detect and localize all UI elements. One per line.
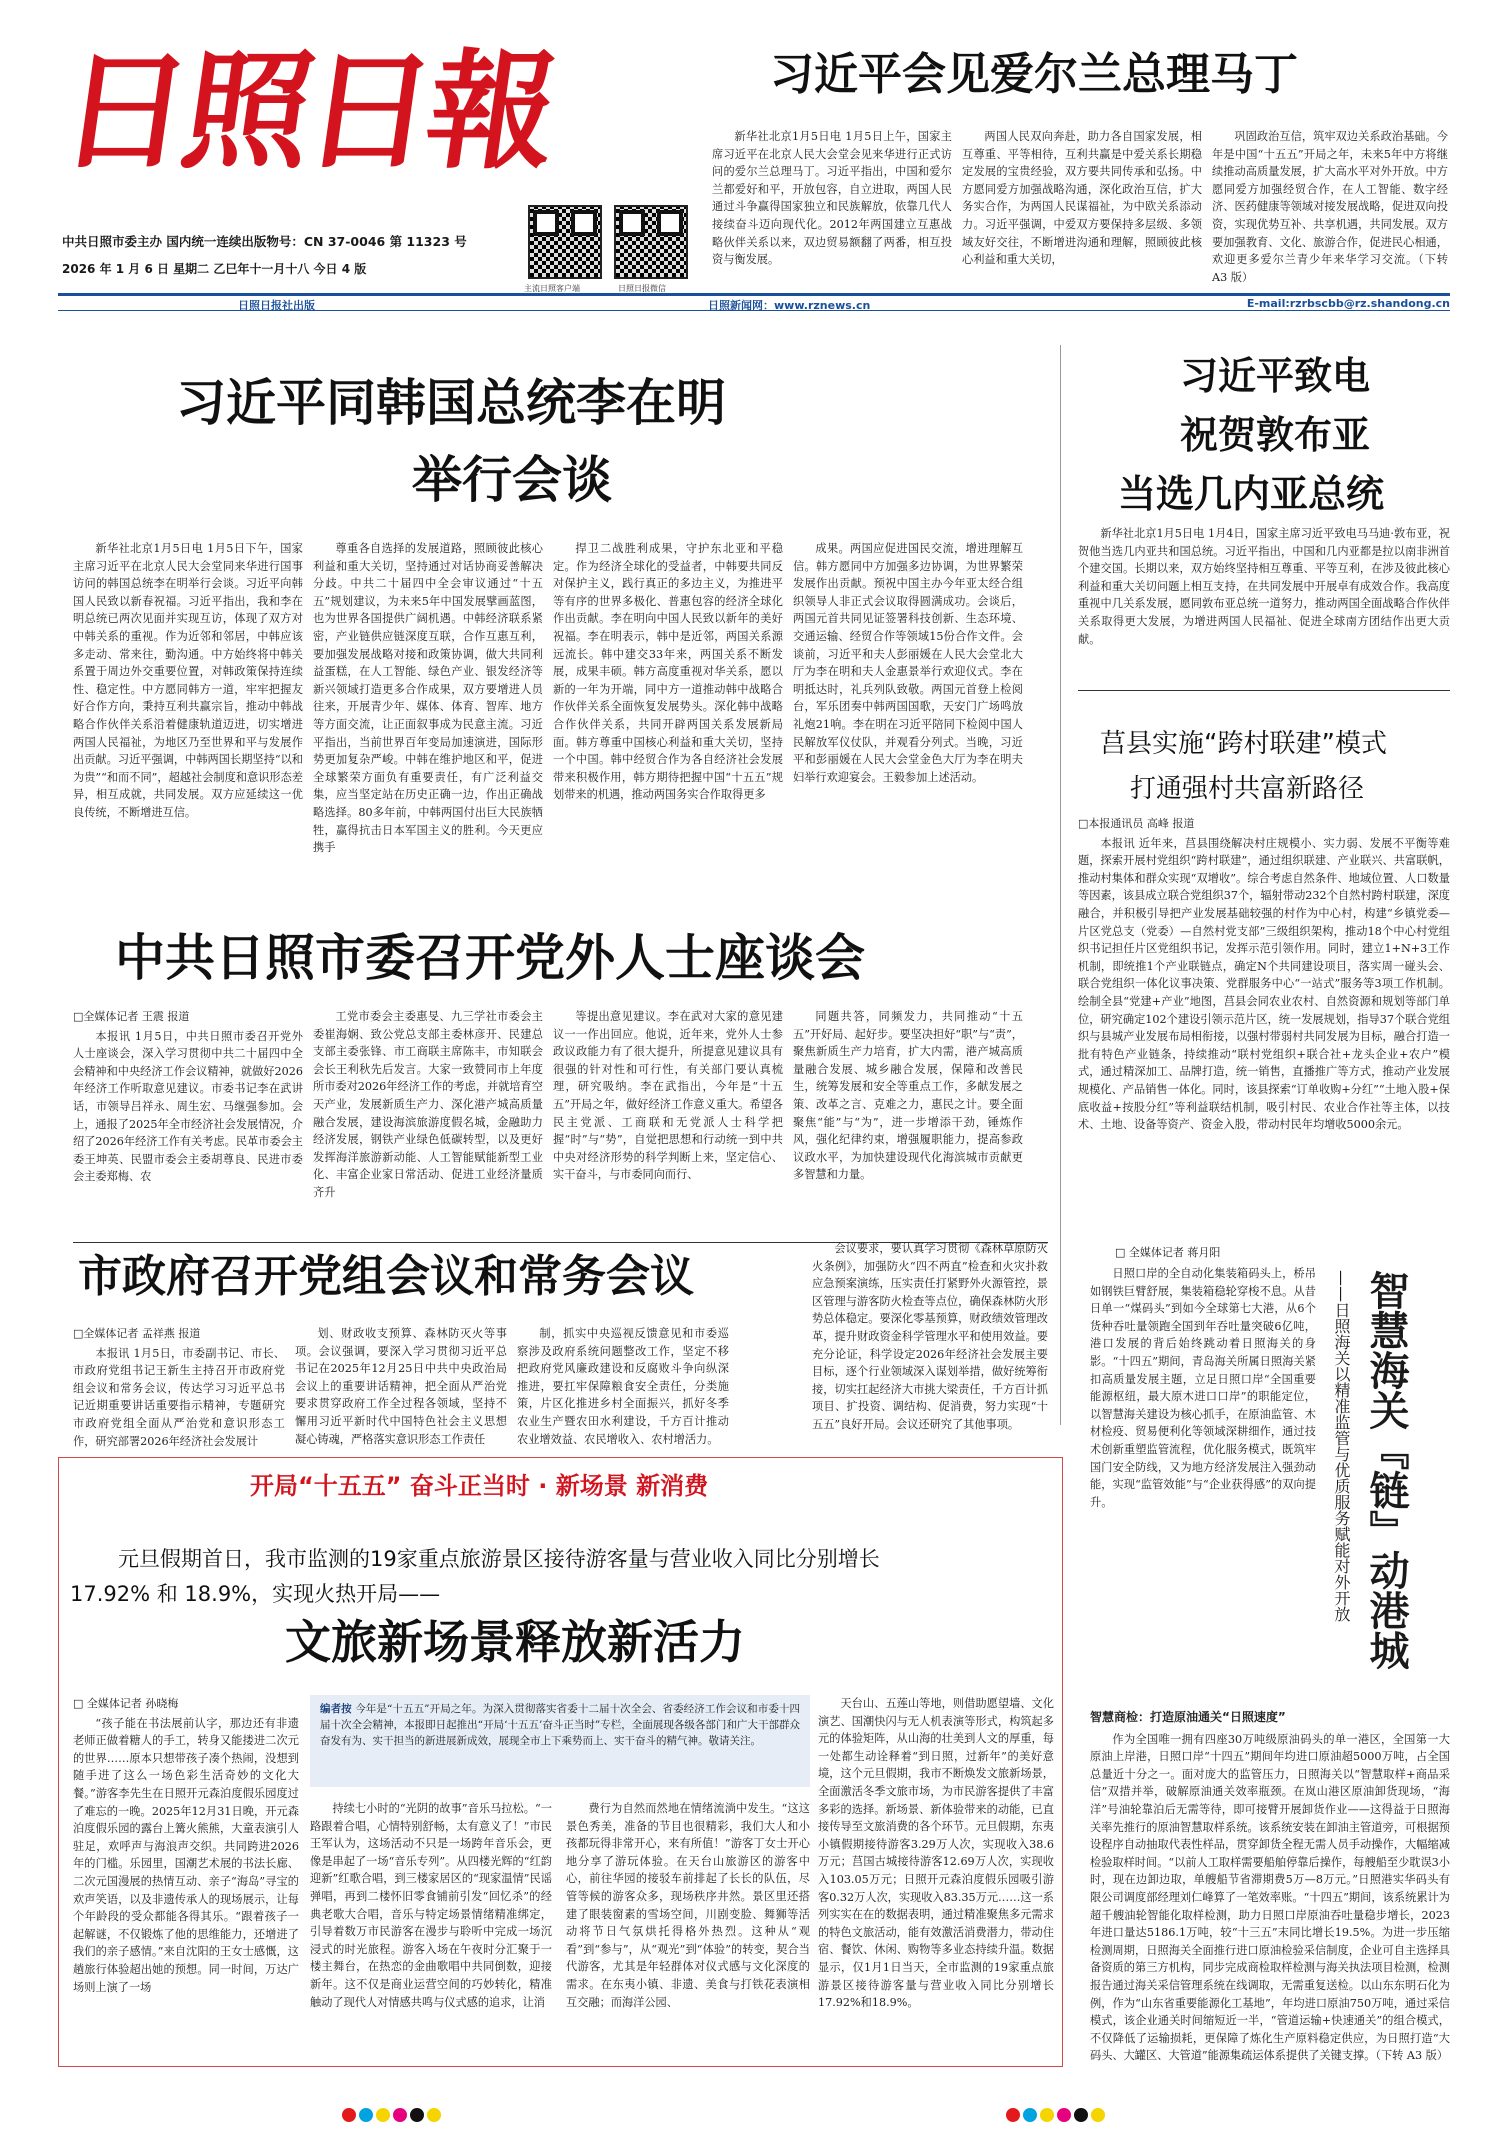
art2-col1: 新华社北京1月5日电 1月5日下午，国家主席习近平在北京人民大会堂同来华进行国事访问的韩国总统李在明举行会谈。习近平向韩国人民致以新春祝福。习近平指出，我和李在明总统已两次见面并实现互访，体现了双方对中韩关系的重视。作为近邻和邻居，中韩应该多走动、常来往，勤沟通。中方始终将中韩关系置于周边外交重要位置，对韩政策保持连续性、稳定性。中方愿同韩方一道，牢牢把握友好合作方向，秉持互利共赢宗旨，推动中韩战略合作伙伴关系沿着健康轨道迈进，切实增进两国人民福祉，为地区乃至世界和平与发展作出贡献。习近平强调，中韩两国长期坚持“以和为贵”“和而不同”，超越社会制度和意识形态差异，相互成就，共同发展。双方应延续这一优良传统，不断增进互信。: [73, 542, 303, 819]
reg-dot: [1023, 2108, 1037, 2122]
headline-art6: 市政府召开党组会议和常务会议: [78, 1251, 694, 1302]
reg-dot: [393, 2108, 407, 2122]
art6-col4: 会议要求，要认真学习贯彻《森林草原防灭火条例》，加强防火“四不两直”检查和火灾扑救应急预案演练，压实责任打紧野外火源管控，景区管理与游客防火检查等点位，确保森林防火形势总体稳定。要深化零基预算，财政绩效管理改革，提升财政资金科学管理水平和使用效益。要充分论证，科学设定2026年经济社会发展主要目标，逐个行业领域深入谋划举措，做好统筹衔接，切实扛起经济大市挑大梁责任，千方百计抓项目、扩投资、调结构、促消费，努力实现“十五五”良好开局。会议还研究了其他事项。: [812, 1242, 1048, 1431]
art6-col2: 划、财政收支预算、森林防灭火等事项。会议强调，要深入学习贯彻习近平总书记在2025年12月25日中共中央政治局会议上的重要讲话精神，把全面从严治党要求贯穿政府工作全过程各领域，坚持不懈用习近平新时代中国特色社会主义思想凝心铸魂，严格落实意识形态工作责任: [295, 1327, 507, 1446]
art1-col2: 两国人民双向奔赴，助力各自国家发展，相互尊重、平等相待，互利共赢是中爱关系长期稳定发展的宝贵经验，双方要共同传承和弘扬。中方愿同爱方加强战略沟通，深化政治互信，扩大务实合作，为两国人民谋福祉，为中欧关系添动力。习近平强调，中爱双方要保持多层级、多领域友好交往，不断增进沟通和理解，照顾彼此核心利益和重大关切，: [962, 130, 1202, 267]
publisher-label: 日照日报社出版: [238, 299, 315, 312]
column-divider: [1060, 345, 1061, 1425]
headline-art5: 中共日照市委召开党外人士座谈会: [115, 929, 865, 987]
headline-art2-line2: 举行会谈: [412, 451, 612, 509]
headline-art3-line1: 习近平致电: [1180, 354, 1371, 398]
reg-dot: [342, 2108, 356, 2122]
feature-deck-line2: 17.92% 和 18.9%，实现火热开局——: [70, 1582, 441, 1606]
art7-col1: 日照口岸的全自动化集装箱码头上，桥吊如钢铁巨臂舒展，集装箱稳轮穿梭不息。从昔日单一“煤码头”到如今全球第七大港，从6个货种吞吐量领跑全国到年吞吐量突破6亿吨，港口发展的背后始终跳动着日照海关的身影。“十四五”期间，青岛海关所属日照海关紧扣高质量发展主题，立足日照口岸“全国重要能源枢纽，最大原木进口口岸”的职能定位，以智慧海关建设为核心抓手，在原油监管、木材检疫、贸易便利化等领域深耕细作，通过技术创新重塑监管流程，优化服务模式，既筑牢国门安全防线，又为地方经济发展注入强劲动能，实现“监管效能”与“企业获得感”的双向提升。: [1090, 1267, 1316, 1509]
art7-col2: 智慧商检：打造原油通关“日照速度” 作为全国唯一拥有四座30万吨级原油码头的单一港区，全国第一大原油上岸港，日照口岸“十四五”期间年均进口原油超5000万吨，占全国总量近十分之一。面对庞大的监管压力，日照海关以“智慧取样+商品采信”双措并举，破解原油通关效率瓶颈。在岚山港区原油卸货现场，“海洋”号油轮靠泊后无需等待，即可接臂开展卸货作业——这得益于日照海关率先推行的原油智慧取样系统。该系统安装在卸油主管道旁，可根据预设程序自动抽取代表性样品，贯穿卸货全程无需人员手动操作，大幅缩减检验取样时间。“以前人工取样需要船舶停靠后操作，每艘船至少耽误3小时，现在边卸边取，单艘船节省滞期费5万—8万元。”日照港实华码头有限公司调度部经理刘仁峰算了一笔效率账。“十四五”期间，该系统累计为超千艘油轮智能化取样检测，助力日照口岸原油吞吐量稳步增长，2023年进口量达5186.1万吨，较“十三五”末同比增长19.5%。为进一步压缩检测周期，日照海关全面推行进口原油检验采信制度，企业可自主选择具备资质的第三方机构，同步完成商检取样检测与海关执法项目检测，检测报告通过海关采信管理系统在线调取，无需重复送检。以山东东明石化为例，作为“山东省重要能源化工基地”，年均进口原油750万吨，通过采信模式，该企业通关时间缩短近一半，“管道运输+快速通关”的组合模式，不仅降低了运输损耗，更保障了炼化生产原料稳定供应，为日照打造“大码头、大罐区、大管道”能源集疏运体系提供了关键支撑。（下转 A3 版）: [1090, 1710, 1450, 2063]
feature-headline: 文旅新场景释放新活力: [285, 1615, 745, 1669]
art6-col3: 制，抓实中央巡视反馈意见和市委巡察涉及政府系统问题整改工作，坚定不移把政府党风廉政建设和反腐败斗争向纵深推进，要扛牢保障粮食安全责任，分类施策，片区化推进乡村全面振兴，抓好冬季农业生产暨农田水利建设，千方百计推动农业增效益、农民增收入、农村增活力。: [517, 1327, 729, 1446]
section-rule: [1078, 690, 1450, 691]
art5-col3: 等提出意见建议。李在武对大家的意见建议一一作出回应。他说，近年来，党外人士参政议政能力有了很大提升，所提意见建议具有很强的针对性和可行性，有关部门要认真梳理，研究吸纳。李在武指出，今年是“十五五”开局之年，做好经济工作意义重大。希望各民主党派、工商联和无党派人士科学把握“时”与“势”，自觉把思想和行动统一到中共中央对经济形势的科学判断上来，坚定信心、实干奋斗，与市委同向而行、: [553, 1010, 783, 1182]
feature-byline: □ 全媒体记者 孙晓梅: [73, 1697, 179, 1710]
date-line: 2026 年 1 月 6 日 星期二 乙巳年十一月十八 今日 4 版: [62, 262, 367, 276]
qr-label-client: 主流日照客户端: [524, 284, 580, 293]
color-registration-right: [1006, 2108, 1105, 2122]
art2-col4: 成果。两国应促进国民交流，增进理解互信。韩方愿同中方加强多边协调，为世界繁荣发展作出贡献。预祝中国主办今年亚太经合组织领导人非正式会议取得圆满成功。会谈后，两国元首共同见证签署科技创新、生态环境、交通运输、经贸合作等领域15份合作文件。会谈前，习近平和夫人彭丽媛在人民大会堂北大厅为李在明和夫人金惠景举行欢迎仪式。李在明抵达时，礼兵列队致敬。两国元首登上检阅台，军乐团奏中韩两国国歌，天安门广场鸣放礼炮21响。李在明在习近平陪同下检阅中国人民解放军仪仗队，并观看分列式。当晚，习近平和彭丽媛在人民大会堂金色大厅为李在明夫妇举行欢迎宴会。王毅参加上述活动。: [793, 542, 1023, 784]
feature-col1: □ 全媒体记者 孙晓梅 “孩子能在书法展前认字，那边还有非遗老师正做着糖人的手工，转身又能搂进二次元的世界……原本只想带孩子凑个热闹，没想到随手进了这么一场色彩生活奇妙的文化大餐。”游客李先生在日照开元森泊度假乐园度过了难忘的一晚。2025年12月31日晚，开元森泊度假乐园的露台上篝火熊熊，大童表演引人驻足，欢呼声与海浪声交织。共同跨进2026年的门槛。乐园里，国潮艺术展的书法长廊、二次元国漫展的热情互动、亲子“海岛”寻宝的欢声笑语，以及非遗传承人的现场展示，让每个年龄段的受众都能各得其乐。“跟着孩子一起解谜，不仅锻炼了他的思维能力，还增进了我们的亲子感情。”来自沈阳的王女士感慨，这趟旅行体验超出她的预想。同一时间，万达广场则上演了一场: [73, 1697, 299, 1994]
art1-col3: 巩固政治互信，筑牢双边关系政治基础。今年是中国“十五五”开局之年，未来5年中方将继续推动高质量发展，扩大高水平对外开放。中方愿同爱方加强经贸合作，在人工智能、数字经济、医药健康等领域对接发展战略，促进双向投资，实现优势互补、共享机遇，共同发展。双方要加强教育、文化、旅游合作，促进民心相通，欢迎更多爱尔兰青少年来华学习交流。（下转 A3 版）: [1212, 130, 1448, 284]
reg-dot: [1040, 2108, 1054, 2122]
editor-note-label: 编者按: [320, 1703, 352, 1715]
art2-col2: 尊重各自选择的发展道路，照顾彼此核心利益和重大关切，坚持通过对话协商妥善解决分歧。中共二十届四中全会审议通过“十五五”规划建议，为未来5年中国发展擘画蓝图，也为世界各国提供广阔机遇。中韩经济联系紧密，产业链供应链深度互联，合作互惠互利，要加强发展战略对接和政策协调，做大共同利益蛋糕，在人工智能、绿色产业、银发经济等新兴领域打造更多合作成果，双方要增进人员往来，开展青少年、媒体、体育、智库、地方等方面交流，让正面叙事成为民意主流。习近平指出，当前世界百年变局加速演进，国际形势更加复杂严峻。中韩在维护地区和平，促进全球繁荣方面负有重要责任，有广泛利益交集，应当坚定站在历史正确一边，作出正确战略选择。80多年前，中韩两国付出巨大民族牺牲，赢得抗击日本军国主义的胜利。今天更应携手: [313, 542, 543, 855]
art5-byline: □全媒体记者 王震 报道: [73, 1010, 190, 1023]
headline-art4-line2: 打通强村共富新路径: [1130, 774, 1365, 804]
qr-code-wechat[interactable]: [614, 205, 688, 279]
art1-col1: 新华社北京1月5日电 1月5日上午，国家主席习近平在北京人民大会堂会见来华进行正式访问的爱尔兰总理马丁。习近平指出，中国和爱尔兰都爱好和平，开放包容，自立进取，两国人民通过斗争赢得国家独立和民族解放，依靠几代人接续奋斗迈向现代化。2012年两国建立互惠战略伙伴关系以来，双边贸易额翻了两番，相互投资与衡发展。: [712, 130, 952, 267]
email-link[interactable]: E-mail:rzrbscbb@rz.shandong.cn: [1246, 297, 1450, 310]
art6-byline: □全媒体记者 孟祥燕 报道: [73, 1327, 201, 1340]
art4-body: □本报通讯员 高峰 报道 本报讯 近年来，莒县围绕解决村庄规模小、实力弱、发展不平衡等难题，探索开展村党组织“跨村联建”，通过组织联建、产业联兴、共富联帆，推动村集体和群众实现“双增收”。综合考虑自然条件、地域位置、人口数量等因素，该县成立联合党组织37个，辐射带动232个自然村跨村联建，深度融合，并积极引导把产业发展基础较强的村作为中心村，构建“乡镇党委—片区党总支（党委）—自然村党支部”三级组织架构，推动18个中心村党组织书记担任片区党组织书记，发挥示范引领作用。同时，建立1+N+3工作机制，即统推1个产业联链点，确定N个共同建设项目，落实周一碰头会、联合党组织一体化议事决策、党群服务中心“一站式”服务等3项工作机制。绘制全县“党建+产业”地图，莒县会同农业农村、自然资源和规划等部门单位，研究确定102个建设引领示范片区，统一发展规划，指导37个联合党组织与县城产业发展布局相衔接，以强村带弱村共同发展为目标，融合打造一批有特色产业链条，持续推动“联村党组织+联合社+龙头企业+农户”模式，通过精深加工、品牌打造，统一销售，直播推广等方式，推动产业发展规模化、产品销售一体化。同时，该县探索“订单收购+分红”“土地入股+保底收益+按股分红”等利益联结机制，吸引村民、农业合作社等主体，以技术、土地、设备等资产、资金入股，带动村民年均增收5000余元。: [1078, 817, 1450, 1132]
masthead-logo: 日照日報: [51, 37, 561, 187]
edition-bar: [58, 293, 1450, 311]
art4-byline: □本报通讯员 高峰 报道: [1078, 817, 1195, 830]
feature-deck-line1: 元旦假期首日，我市监测的19家重点旅游景区接待游客量与营业收入同比分别增长: [118, 1547, 880, 1571]
reg-dot: [410, 2108, 424, 2122]
sponsor-line: 中共日照市委主办 国内统一连续出版物号：CN 37-0046 第 11323 号: [62, 234, 467, 249]
headline-art2-line1: 习近平同韩国总统李在明: [176, 374, 726, 432]
art5-col2: 工党市委会主委惠旻、九三学社市委会主委崔海娴、致公党总支部主委林彦开、民建总支部主委张锋、市工商联主席陈丰，市知联会会长王利秋先后发言。大家一致赞同市上年度所市委对2026年经济工作的考虑，并就培育空天产业，发展新质生产力、深化港产城高质量融合发展，建设海滨旅游度假名城，金融助力经济发展，钢铁产业绿色低碳转型，以及更好发挥海洋旅游新动能、人工智能赋能新型工业化、丰富企业家日常活动、促进工业经济量质齐升: [313, 1010, 543, 1199]
qr-label-wechat: 日照日报微信: [618, 284, 666, 293]
feature-banner: 开局“十五五” 奋斗正当时 · 新场景 新消费: [250, 1472, 709, 1500]
art7-vertical-subtitle: ——日照海关以精准监管与优质服务赋能对外开放: [1332, 1270, 1351, 1622]
reg-dot: [1006, 2108, 1020, 2122]
art5-col4: 同题共答，同频发力，共同推动“十五五”开好局、起好步。要坚决担好“职”与“责”，聚焦新质生产力培育，扩大内需，港产城高质量融合发展、城乡融合发展，保障和改善民生，统筹发展和安全等重点工作，多献发展之策、改革之言、克难之力，惠民之计。要全面聚焦“能”与“为”，进一步增添干劲，锤炼作风，强化纪律约束，增强履职能力，提高参政议政水平，为加快建设现代化海滨城市贡献更多智慧和力量。: [793, 1010, 1023, 1182]
reg-dot: [1074, 2108, 1088, 2122]
reg-dot: [376, 2108, 390, 2122]
reg-dot: [359, 2108, 373, 2122]
reg-dot: [1091, 2108, 1105, 2122]
qr-code-client[interactable]: [528, 205, 602, 279]
art7-byline: □ 全媒体记者 蒋月阳: [1115, 1246, 1221, 1259]
art7-vertical-title: 智慧海关『链』动港城: [1363, 1270, 1409, 1670]
color-registration-left: [342, 2108, 441, 2122]
headline-art3-line3: 当选几内亚总统: [1118, 472, 1385, 516]
headline-art4-line1: 莒县实施“跨村联建”模式: [1100, 729, 1387, 759]
reg-dot: [1057, 2108, 1071, 2122]
headline-art3-line2: 祝贺敦布亚: [1180, 413, 1371, 457]
reg-dot: [427, 2108, 441, 2122]
art6-col1: □全媒体记者 孟祥燕 报道 本报讯 1月5日，市委副书记、市长、市政府党组书记王新生主持召开市政府党组会议和常务会议，传达学习习近平总书记近期重要讲话重要指示精神，专题研究市政府党组全面从严治党和意识形态工作，研究部署2026年经济社会发展计: [73, 1327, 285, 1448]
website-link[interactable]: 日照新闻网：www.rznews.cn: [708, 299, 871, 312]
art5-col1: □全媒体记者 王震 报道 本报讯 1月5日，中共日照市委召开党外人士座谈会，深入学习贯彻中共二十届四中全会精神和中央经济工作会议精神，就做好2026年经济工作听取意见建议。市委书记李在武讲话，市领导吕祥永、周生宏、马继强参加。会上，通报了2025年全市经济社会发展情况，介绍了2026年经济工作有关考虑。民革市委会主委王坤英、民盟市委会主委胡尊良、民进市委会主委郑梅、农: [73, 1010, 303, 1184]
art3-body: 新华社北京1月5日电 1月4日，国家主席习近平致电马马迪·敦布亚，祝贺他当选几内亚共和国总统。习近平指出，中国和几内亚都是拉以南非洲首个建交国。长期以来，双方始终坚持相互尊重、平等互利，在涉及彼此核心利益和重大关切问题上相互支持，在共同发展中开展卓有成效合作。我高度重视中几关系发展，愿同敦布亚总统一道努力，推动两国全面战略合作伙伴关系取得更大发展，为增进两国人民福祉、促进全球南方团结作出更大贡献。: [1078, 527, 1450, 646]
feature-col4: 天台山、五莲山等地，则借助愿望墙、文化演艺、国潮快闪与无人机表演等形式，构筑起多元的体验矩阵，从山海的壮美到人文的厚重，每一处都生动诠释着“到日照，过新年”的美好意境，这个元旦假期，我市不断焕发文旅新场景，全面激活冬季文旅市场，为市民游客提供了丰富多彩的选择。新场景、新体验带来的动能，已直接传导至文旅消费的各个环节。元旦假期，东夷小镇假期接待游客3.29万人次，实现收入38.6万元；莒国古城接待游客12.69万人次，实现收入103.05万元；日照开元森泊度假乐园吸引游客0.32万人次，实现收入83.35万元……这一系列实实在在的数据表明，通过精准聚焦多元需求的特色文旅活动，能有效激活消费潜力，带动住宿、餐饮、休闲、购物等多业态持续升温。数据显示，仅1月1日当天，全市监测的19家重点旅游景区接待游客量与营业收入同比分别增长17.92%和18.9%。: [818, 1697, 1054, 2010]
feature-col2: 持续七小时的“光阴的故事”音乐马拉松。“一路跟着合唱，心情特别舒畅，太有意义了！”市民王军认为，这场活动不只是一场跨年音乐会，更像是串起了一场“音乐专列”。从四楼光辉的“红韵迎新”红歌合唱，到三楼家居区的“现家温情”民谣弹唱，再到二楼怀旧零食铺前引发“回忆杀”的经典老歌大合唱，音乐与特定场景情绪精准绑定，引导着数万市民游客在漫步与聆听中完成一场沉浸式的时光旅程。游客入场在午夜时分汇聚于一楼主舞台，在热恋的金曲歌唱中共同倒数，迎接新年。这不仅是商业运营空间的巧妙转化，精准触动了现代人对情感共鸣与仪式感的追求，让消: [310, 1802, 552, 2009]
editor-note: 编者按 今年是“十五五”开局之年。为深入贯彻落实省委十二届十次全会、省委经济工作会议和市委十四届十次全会精神，本报即日起推出“开局‘十五五’奋斗正当时”专栏，全面展现各级各部门和广大干部群众奋发有为、实干担当的新进展新成效，展现全市上下乘势而上、实干奋斗的精气神。敬请关注。: [310, 1695, 810, 1787]
feature-col3: 费行为自然而然地在情绪流淌中发生。“这这景色秀美，准备的节目也很精彩，我们大人和小孩都玩得非常开心，来有所值！”游客丁女士开心地分享了游玩体验。在天台山旅游区的游客中心，前往华园的接驳车前排起了长长的队伍，尽管等候的游客众多，现场秩序井然。景区里还搭建了眼装窗素的雪场空间，川剧变脸、舞狮等活动将节日气氛烘托得格外热烈。这种从“观看”到“参与”，从“观光”到“体验”的转变，契合当代游客，尤其是年轻群体对仪式感与文化深度的需求。在东夷小镇、非遗、美食与打铁花表演相互交融；而海洋公园、: [566, 1802, 810, 2009]
art2-col3: 捍卫二战胜利成果，守护东北亚和平稳定。作为经济全球化的受益者，中韩要共同反对保护主义，践行真正的多边主义，为推进平等有序的世界多极化、普惠包容的经济全球化作出贡献。李在明向中国人民致以新年的美好祝福。李在明表示，韩中是近邻，两国关系源远流长。韩中建交33年来，两国关系不断发展，成果丰硕。韩方高度重视对华关系，愿以新的一年为开端，同中方一道推动韩中战略合作伙伴关系全面恢复发展势头。深化韩中战略合作伙伴关系，共同开辟两国关系发展新局面。韩方尊重中国核心利益和重大关切，坚持一个中国。韩中经贸合作为各自经济社会发展带来积极作用，韩方期待把握中国“十五五”规划带来的机遇，推动两国务实合作取得更多: [553, 542, 783, 802]
art7-subheading: 智慧商检：打造原油通关“日照速度”: [1090, 1710, 1286, 1724]
headline-art1: 习近平会见爱尔兰总理马丁: [770, 49, 1298, 100]
